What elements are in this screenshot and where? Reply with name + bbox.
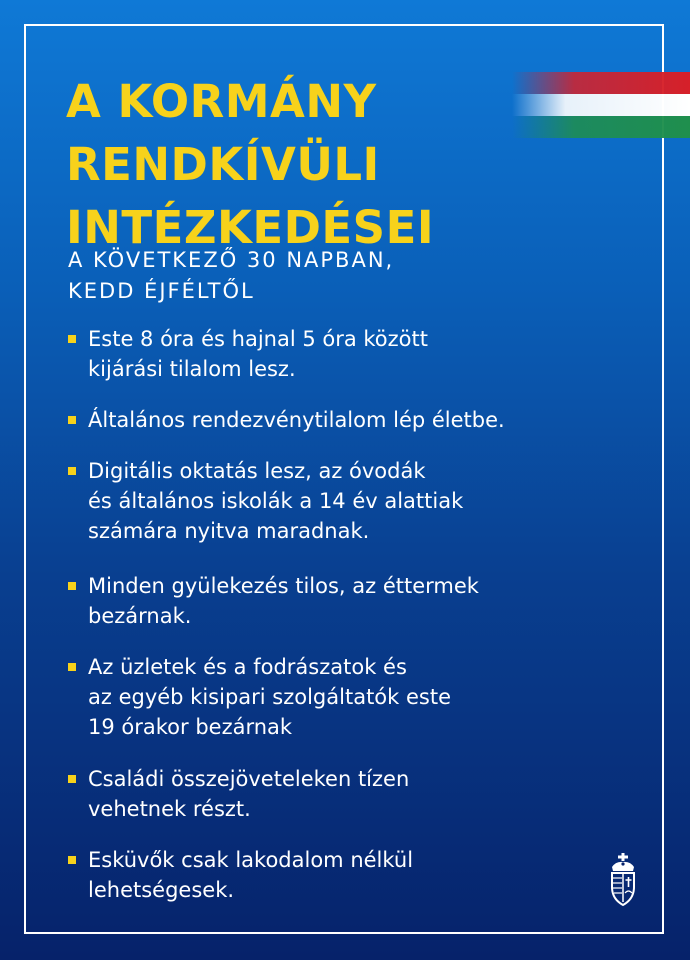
- bullet-square-icon: [68, 663, 76, 671]
- list-item-text: [88, 405, 628, 435]
- list-item-line: és általános iskolák a 14 év alattiak: [88, 489, 464, 513]
- list-item: [68, 456, 628, 546]
- list-item-text: [88, 845, 628, 905]
- subtitle-line: KEDD ÉJFÉLTŐL: [68, 279, 255, 303]
- list-item-line: Esküvők csak lakodalom nélkül: [88, 848, 414, 872]
- title-line: A KORMÁNY: [66, 75, 377, 128]
- bullet-square-icon: [68, 775, 76, 783]
- flag-white-stripe: [512, 94, 690, 116]
- list-item: [68, 845, 628, 905]
- list-item-line: vehetnek részt.: [88, 797, 251, 821]
- list-item-line: Családi összejöveteleken tízen: [88, 767, 410, 791]
- list-item-text: [88, 652, 628, 742]
- bullet-square-icon: [68, 467, 76, 475]
- list-item-text: [88, 571, 628, 631]
- list-item-text: [88, 764, 628, 824]
- bullet-square-icon: [68, 335, 76, 343]
- coat-of-arms-icon: [609, 853, 637, 907]
- subtitle-line: A KÖVETKEZŐ 30 NAPBAN,: [68, 248, 395, 272]
- list-item-line: kijárási tilalom lesz.: [88, 357, 296, 381]
- bullet-square-icon: [68, 582, 76, 590]
- measures-list: [68, 324, 628, 905]
- list-item-line: számára nyitva maradnak.: [88, 519, 370, 543]
- list-item-line: Este 8 óra és hajnal 5 óra között: [88, 327, 428, 351]
- list-item-line: Digitális oktatás lesz, az óvodák: [88, 459, 426, 483]
- list-item: [68, 652, 628, 742]
- list-item: [68, 405, 628, 435]
- list-item-text: [88, 456, 628, 546]
- list-item: [68, 764, 628, 824]
- list-item-line: bezárnak.: [88, 604, 192, 628]
- list-item-line: 19 órakor bezárnak: [88, 715, 293, 739]
- flag-green-stripe: [512, 116, 690, 138]
- title-line: INTÉZKEDÉSEI: [66, 201, 435, 254]
- title-line: RENDKÍVÜLI: [66, 138, 380, 191]
- list-item: [68, 324, 628, 384]
- list-item-line: Az üzletek és a fodrászatok és: [88, 655, 407, 679]
- flag-red-stripe: [512, 72, 690, 94]
- list-item: [68, 571, 628, 631]
- list-item-line: az egyéb kisipari szolgáltatók este: [88, 685, 451, 709]
- list-item-text: [88, 324, 628, 384]
- list-item-line: lehetségesek.: [88, 878, 235, 902]
- bullet-square-icon: [68, 416, 76, 424]
- list-item-line: Általános rendezvénytilalom lép életbe.: [88, 408, 505, 432]
- bullet-square-icon: [68, 856, 76, 864]
- page-title: [66, 70, 434, 259]
- subtitle: [68, 245, 394, 307]
- list-item-line: Minden gyülekezés tilos, az éttermek: [88, 574, 479, 598]
- hungarian-flag-icon: [512, 72, 690, 138]
